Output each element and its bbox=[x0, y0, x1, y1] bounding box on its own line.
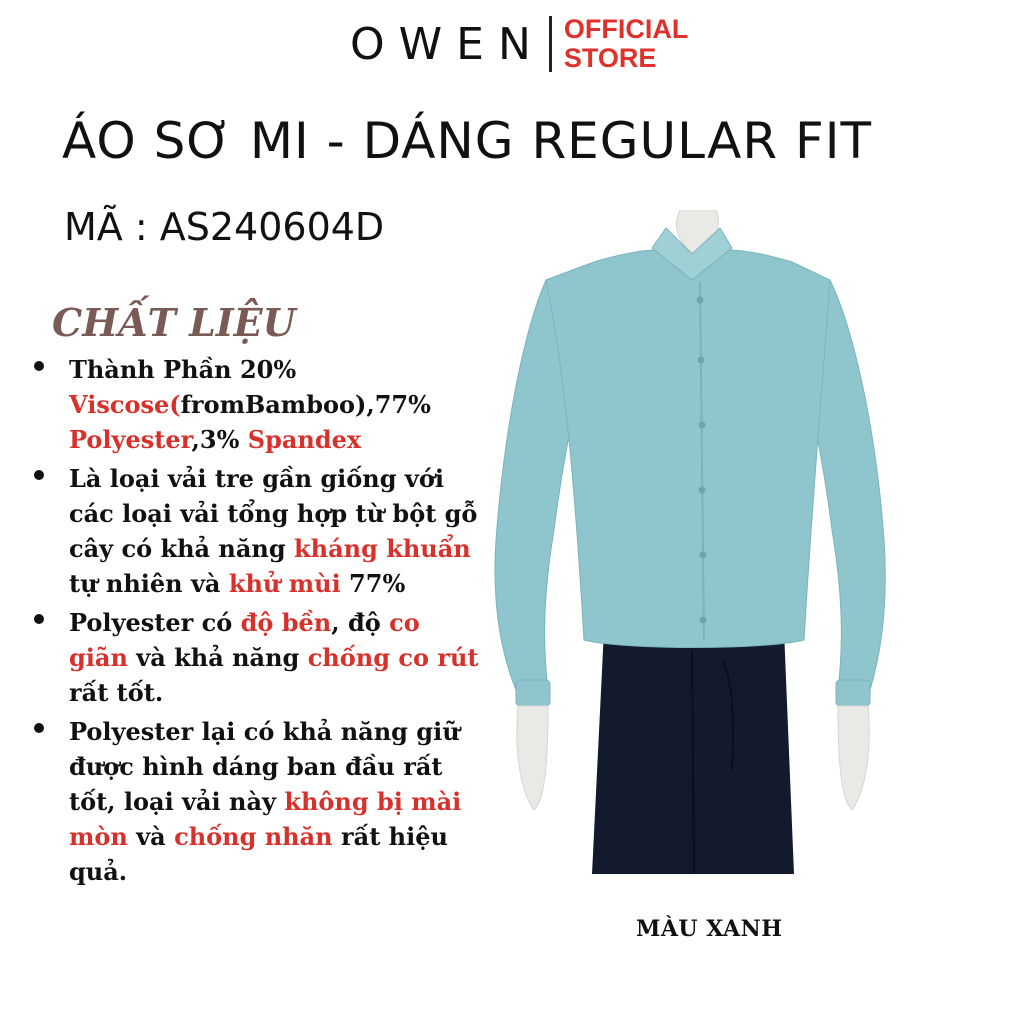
body-text: ,3% bbox=[191, 425, 248, 454]
store-line-2: STORE bbox=[563, 43, 657, 73]
bullet-dot-icon bbox=[34, 470, 44, 480]
highlight-text: Viscose( bbox=[69, 390, 181, 419]
body-text: rất hiệu quả. bbox=[69, 822, 448, 886]
body-text: Polyester có bbox=[69, 608, 241, 637]
body-text: Là loại vải tre gần giống với các loại vải tổng hợp từ bột gỗ cây có khả năng bbox=[69, 464, 478, 563]
body-text: 77% bbox=[340, 569, 406, 598]
material-item bbox=[34, 714, 484, 889]
material-list bbox=[34, 352, 484, 893]
material-item bbox=[34, 605, 484, 710]
highlight-text: chống co rút bbox=[307, 643, 479, 672]
body-text: , độ bbox=[331, 608, 390, 637]
body-text: tự nhiên và bbox=[69, 569, 229, 598]
highlight-text: khử mùi bbox=[228, 569, 341, 598]
highlight-text: độ bền bbox=[240, 608, 332, 637]
highlight-text: co giãn bbox=[69, 608, 420, 672]
brand-logo bbox=[350, 12, 688, 76]
shirt-mannequin-image bbox=[484, 210, 902, 874]
highlight-text: không bị mài mòn bbox=[69, 787, 462, 851]
highlight-text: chống nhăn bbox=[174, 822, 333, 851]
color-caption: MÀU XANH bbox=[636, 916, 783, 942]
bullet-dot-icon bbox=[34, 614, 44, 624]
material-item bbox=[34, 352, 484, 457]
bullet-dot-icon bbox=[34, 361, 44, 371]
product-photo bbox=[484, 210, 902, 874]
material-item bbox=[34, 461, 484, 601]
official-store-label bbox=[564, 15, 688, 73]
brand-name: OWEN bbox=[350, 18, 545, 70]
body-text: fromBamboo),77% bbox=[180, 390, 431, 419]
product-title: ÁO SƠ MI - DÁNG REGULAR FIT bbox=[62, 112, 873, 170]
highlight-text: Polyester bbox=[69, 425, 192, 454]
bullet-dot-icon bbox=[34, 723, 44, 733]
product-code: MÃ : AS240604D bbox=[64, 205, 385, 249]
highlight-text: Spandex bbox=[247, 425, 362, 454]
body-text: Thành Phần 20% bbox=[69, 355, 297, 384]
body-text: Polyester lại có khả năng giữ được hình dáng ban đầu rất tốt, loại vải này bbox=[69, 717, 460, 816]
store-line-1: OFFICIAL bbox=[563, 14, 689, 44]
body-text: rất tốt. bbox=[69, 678, 164, 707]
logo-divider bbox=[549, 16, 552, 72]
body-text: và bbox=[127, 822, 175, 851]
material-heading: CHẤT LIỆU bbox=[52, 300, 296, 345]
highlight-text: kháng khuẩn bbox=[294, 534, 471, 563]
body-text: và khả năng bbox=[127, 643, 308, 672]
